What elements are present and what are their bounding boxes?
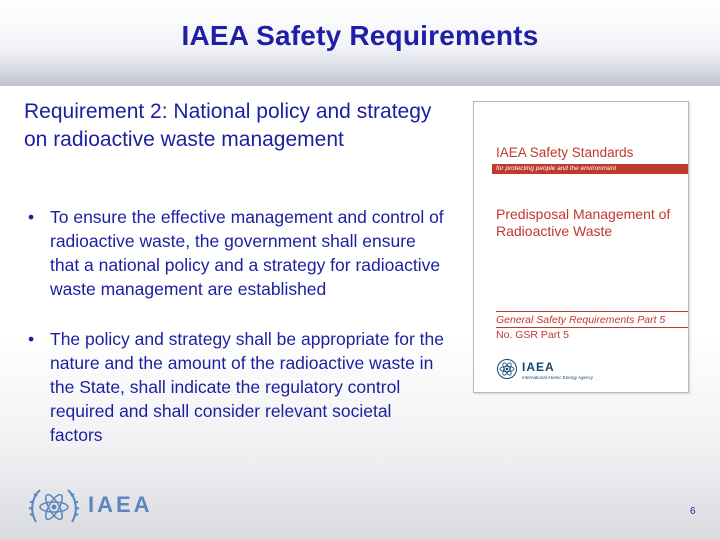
requirement-heading: Requirement 2: National policy and strategy on radioactive waste management	[24, 100, 432, 151]
bullet-text: The policy and strategy shall be appropriate for the nature and the amount of the radioactive waste in the State, shall indicate the regulatory control required and shall consider relevant societal factors	[50, 329, 444, 445]
bullet-item	[28, 205, 448, 301]
footer-logo-text: IAEA	[88, 492, 153, 517]
bullet-list	[28, 205, 448, 473]
cover-divider	[496, 311, 688, 312]
bullet-icon: •	[28, 207, 35, 227]
cover-number: No. GSR Part 5	[496, 329, 569, 341]
cover-logo-subtext: International Atomic Energy Agency	[522, 375, 594, 380]
publication-cover	[473, 101, 689, 393]
cover-tagline-band	[492, 164, 688, 174]
cover-part: General Safety Requirements Part 5	[496, 314, 666, 326]
bullet-icon: •	[28, 329, 35, 349]
page-number: 6	[690, 506, 696, 517]
cover-divider	[496, 327, 688, 328]
cover-series-title: IAEA Safety Standards	[496, 145, 634, 160]
cover-book-title: Predisposal Management of Radioactive Waste	[496, 206, 671, 239]
bullet-item	[28, 327, 448, 447]
cover-logo-text: IAEA	[522, 360, 555, 374]
iaea-emblem-icon	[28, 482, 80, 534]
bullet-text: To ensure the effective management and control of radioactive waste, the government shall ensure that a national policy and a strategy for radioactive waste management are established	[50, 207, 444, 299]
cover-tagline: for protecting people and the environment	[496, 165, 617, 172]
cover-iaea-emblem-icon	[496, 358, 518, 380]
slide-title: IAEA Safety Requirements	[181, 20, 539, 51]
